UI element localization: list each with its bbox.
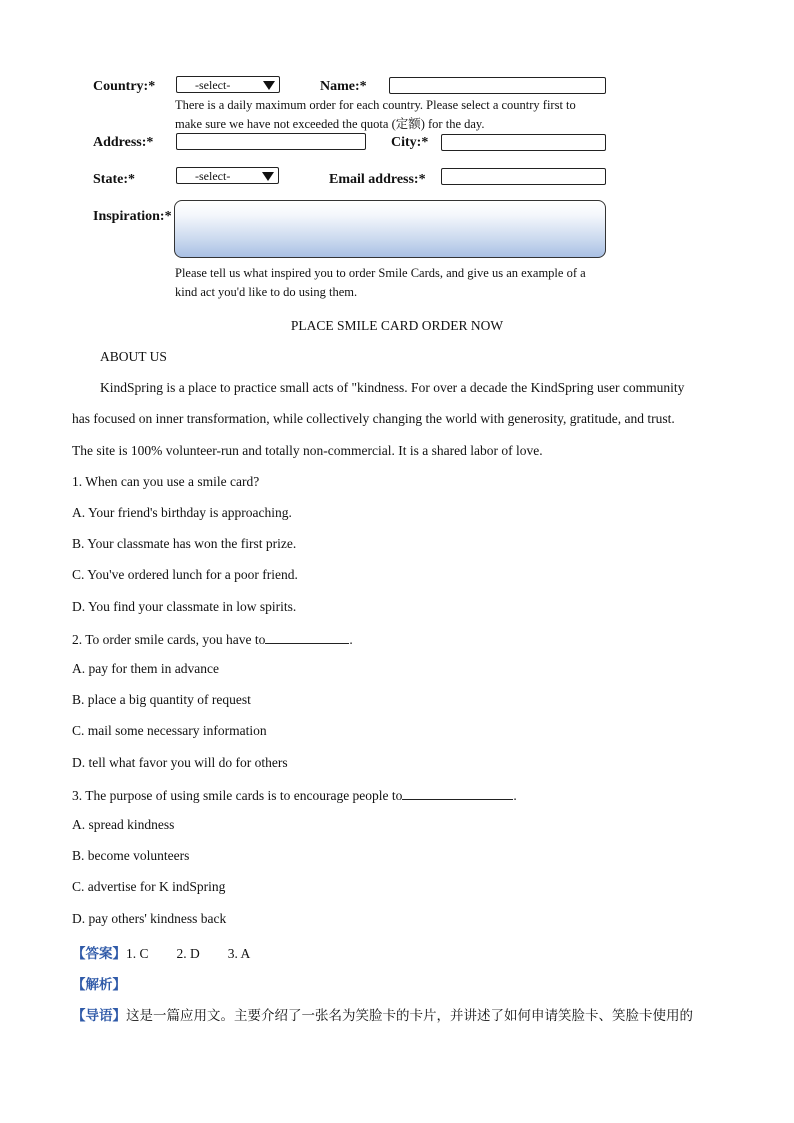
answer-blank [402, 786, 513, 800]
country-label: Country:* [93, 79, 156, 94]
question-3-option-a: A. spread kindness [72, 817, 175, 832]
country-note-line-1: There is a daily maximum order for each country. Please select a country first to [175, 98, 576, 112]
question-1-stem: 1. When can you use a smile card? [72, 474, 260, 489]
answer-1: 1. C [126, 946, 149, 961]
question-2-option-a: A. pay for them in advance [72, 661, 219, 676]
country-select[interactable] [176, 76, 280, 93]
question-2-stem-end: . [349, 632, 353, 647]
question-1-option-d: D. You find your classmate in low spirits. [72, 599, 297, 614]
question-3-option-b: B. become volunteers [72, 848, 190, 863]
about-paragraph-line-2: has focused on inner transformation, while collectively changing the world with generosity, gratitude, and trust. [72, 411, 675, 426]
question-2-stem [72, 630, 353, 648]
about-paragraph-line-1: KindSpring is a place to practice small acts of "kindness. For over a decade the KindSpring user community [100, 380, 685, 395]
email-input[interactable] [441, 168, 606, 185]
question-2-option-b: B. place a big quantity of request [72, 692, 251, 707]
question-1-option-c: C. You've ordered lunch for a poor friend. [72, 567, 298, 582]
question-2-option-d: D. tell what favor you will do for others [72, 755, 288, 770]
question-2-option-c: C. mail some necessary information [72, 723, 267, 738]
answer-line [72, 942, 250, 962]
country-note-line-2: make sure we have not exceeded the quota (定额) for the day. [175, 117, 485, 131]
answer-2: 2. D [176, 946, 200, 961]
guide-text: 这是一篇应用文。主要介绍了一张名为笑脸卡的卡片，并讲述了如何申请笑脸卡、笑脸卡使用的 [126, 1008, 693, 1024]
inspiration-textarea[interactable] [174, 200, 606, 258]
state-select-value: -select- [195, 169, 231, 183]
question-3-stem [72, 786, 517, 804]
email-label: Email address:* [329, 172, 426, 187]
answer-tag: 【答案】 [72, 946, 126, 962]
address-label: Address:* [93, 135, 154, 150]
about-paragraph-line-3: The site is 100% volunteer-run and totally non-commercial. It is a shared labor of love. [72, 443, 543, 458]
guide-line [72, 1004, 693, 1025]
place-order-link[interactable]: PLACE SMILE CARD ORDER NOW [290, 318, 504, 333]
guide-tag: 【导语】 [72, 1008, 126, 1024]
question-3-option-c: C. advertise for K indSpring [72, 879, 226, 894]
about-heading: ABOUT US [100, 349, 167, 364]
chevron-down-icon [263, 81, 275, 90]
country-select-value: -select- [195, 78, 231, 92]
chevron-down-icon [262, 172, 274, 181]
question-3-stem-end: . [513, 788, 517, 803]
analysis-tag: 【解析】 [72, 977, 126, 993]
inspiration-note-line-1: Please tell us what inspired you to order Smile Cards, and give us an example of a [175, 266, 586, 280]
inspiration-label: Inspiration:* [93, 209, 172, 224]
city-input[interactable] [441, 134, 606, 151]
state-label: State:* [93, 172, 135, 187]
question-1-option-b: B. Your classmate has won the first prize. [72, 536, 297, 551]
state-select[interactable] [176, 167, 279, 184]
question-3-option-d: D. pay others' kindness back [72, 911, 227, 926]
question-3-stem-text: 3. The purpose of using smile cards is to encourage people to [72, 788, 403, 803]
inspiration-note-line-2: kind act you'd like to do using them. [175, 285, 358, 299]
city-label: City:* [391, 135, 429, 150]
name-label: Name:* [320, 79, 367, 94]
answer-3: 3. A [227, 946, 251, 961]
question-1-option-a: A. Your friend's birthday is approaching. [72, 505, 292, 520]
address-input[interactable] [176, 133, 366, 150]
question-2-stem-text: 2. To order smile cards, you have to [72, 632, 266, 647]
name-input[interactable] [389, 77, 606, 94]
answer-blank [265, 630, 349, 644]
